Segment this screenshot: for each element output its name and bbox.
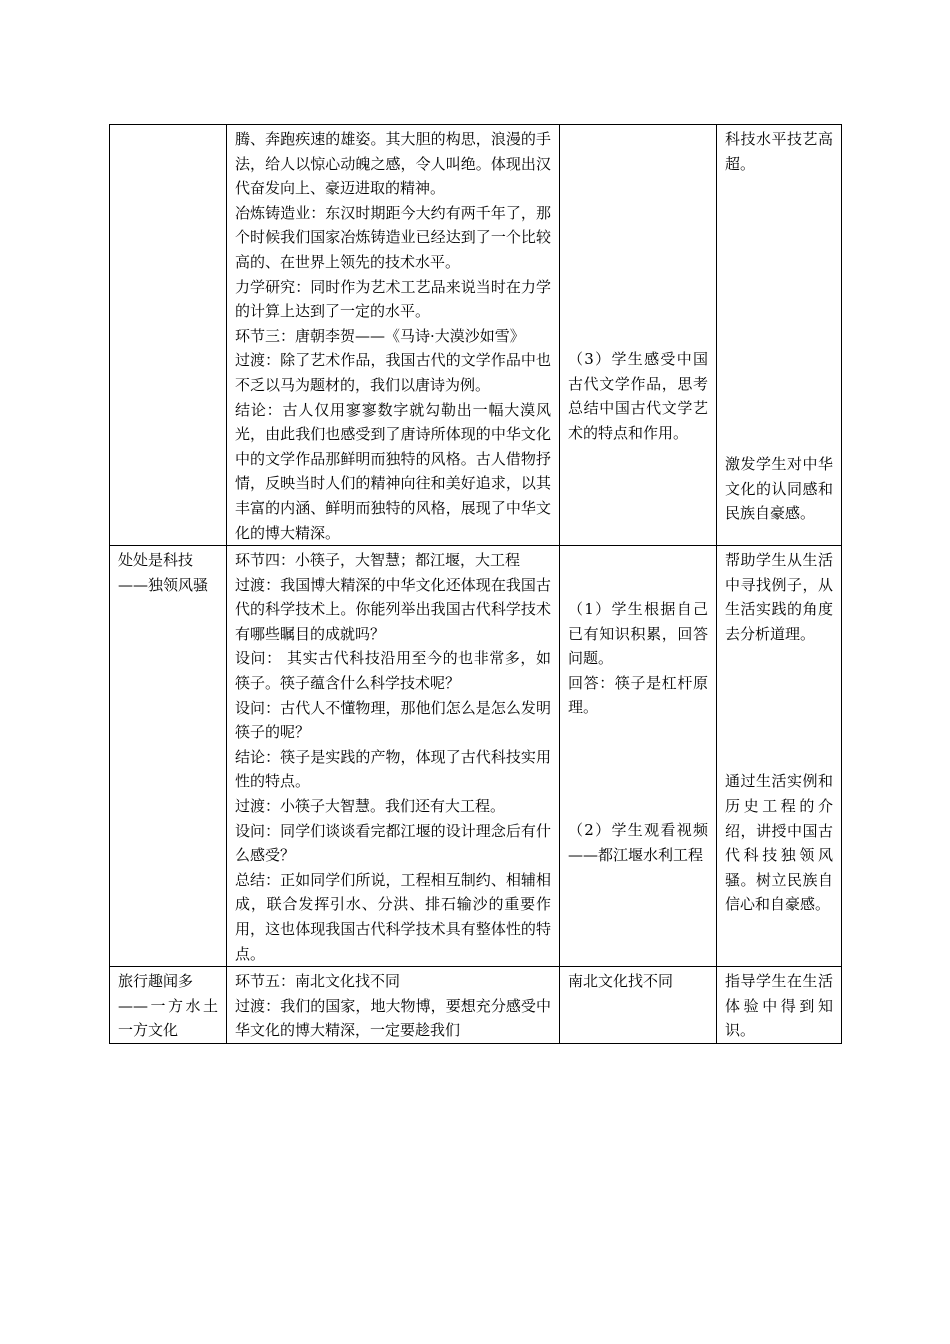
teacher-paragraph: 过渡：我国博大精深的中华文化还体现在我国古代的科学技术上。你能列举出我国古代科学技术有哪些瞩目的成就吗？	[235, 575, 551, 643]
teacher-paragraph: 结论：古人仅用寥寥数字就勾勒出一幅大漠风光，由此我们也感受到了唐诗所体现的中华文化中的文学作品那鲜明而独特的风格。古人借物抒情，反映当时人们的精神向往和美好追求，以其丰富的内涵、鲜明而独特的风格，展现了中华文化的博大精深。	[235, 400, 551, 542]
stage-cell	[110, 967, 227, 1044]
teacher-activity-cell	[227, 967, 560, 1044]
teacher-paragraph: 设问： 其实古代科技沿用至今的也非常多，如筷子。筷子蕴含什么科学技术呢？	[235, 649, 551, 693]
intent-paragraph: 指导学生在生活体验中得到知识。	[725, 972, 833, 1040]
table-row	[110, 546, 842, 967]
teacher-paragraph: 环节五：南北文化找不同	[235, 972, 401, 991]
teacher-paragraph: 冶炼铸造业：东汉时期距今大约有两千年了，那个时候我们国家冶炼铸造业已经达到了一个比较高的、在世界上领先的技术水平。	[235, 203, 551, 271]
teacher-paragraph: 环节三：唐朝李贺——《马诗·大漠沙如雪》	[235, 326, 525, 345]
teacher-paragraph: 腾、奔跑疾速的雄姿。其大胆的构思，浪漫的手法，给人以惊心动魄之感，令人叫绝。体现出汉代奋发向上、豪迈进取的精神。	[235, 130, 551, 198]
stage-subtitle: ——一方水土一方文化	[118, 996, 218, 1040]
stage-title: 旅行趣闻多	[118, 972, 194, 991]
teacher-activity-cell	[227, 125, 560, 546]
student-paragraph: 回答：筷子是杠杆原理。	[568, 673, 708, 717]
table-row	[110, 125, 842, 546]
intent-paragraph: 激发学生对中华文化的认同感和民族自豪感。	[725, 455, 833, 523]
teacher-paragraph: 结论：筷子是实践的产物，体现了古代科技实用性的特点。	[235, 747, 551, 791]
student-activity-cell	[560, 125, 717, 546]
lesson-plan-table	[109, 124, 842, 1044]
teacher-paragraph: 环节四：小筷子，大智慧；都江堰，大工程	[235, 551, 521, 570]
teacher-paragraph: 过渡：除了艺术作品，我国古代的文学作品中也不乏以马为题材的，我们以唐诗为例。	[235, 351, 551, 394]
teacher-activity-cell	[227, 546, 560, 967]
intent-paragraph: 通过生活实例和历史工程的介绍，讲授中国古代科技独领风骚。树立民族自信心和自豪感。	[725, 772, 833, 914]
teacher-paragraph: 设问：同学们谈谈看完都江堰的设计理念后有什么感受？	[235, 821, 551, 865]
intent-paragraph: 科技水平技艺高超。	[725, 130, 833, 173]
student-paragraph: （2）学生观看视频——都江堰水利工程	[568, 821, 708, 864]
teacher-paragraph: 过渡：小筷子大智慧。我们还有大工程。	[235, 797, 506, 816]
teacher-paragraph: 过渡：我们的国家，地大物博，要想充分感受中华文化的博大精深，一定要趁我们	[235, 996, 551, 1040]
design-intent-cell	[717, 125, 842, 546]
student-paragraph: 南北文化找不同	[568, 972, 674, 991]
teacher-paragraph: 力学研究：同时作为艺术工艺品来说当时在力学的计算上达到了一定的水平。	[235, 277, 551, 321]
student-paragraph: （1）学生根据自己已有知识积累，回答问题。	[568, 600, 708, 668]
stage-cell	[110, 125, 227, 546]
intent-paragraph: 帮助学生从生活中寻找例子，从生活实践的角度去分析道理。	[725, 551, 833, 643]
table-row	[110, 967, 842, 1044]
stage-subtitle: ——独领风骚	[118, 575, 209, 594]
stage-cell	[110, 546, 227, 967]
design-intent-cell	[717, 546, 842, 967]
stage-title: 处处是科技	[118, 551, 194, 570]
teacher-paragraph: 设问：古代人不懂物理，那他们怎么是怎么发明筷子的呢？	[235, 698, 551, 742]
student-activity-cell	[560, 546, 717, 967]
design-intent-cell	[717, 967, 842, 1044]
teacher-paragraph: 总结：正如同学们所说，工程相互制约、相辅相成，联合发挥引水、分洪、排石输沙的重要作用，这也体现我国古代科学技术具有整体性的特点。	[235, 870, 551, 963]
student-activity-cell	[560, 967, 717, 1044]
student-paragraph: （3）学生感受中国古代文学作品，思考总结中国古代文学艺术的特点和作用。	[568, 350, 708, 442]
